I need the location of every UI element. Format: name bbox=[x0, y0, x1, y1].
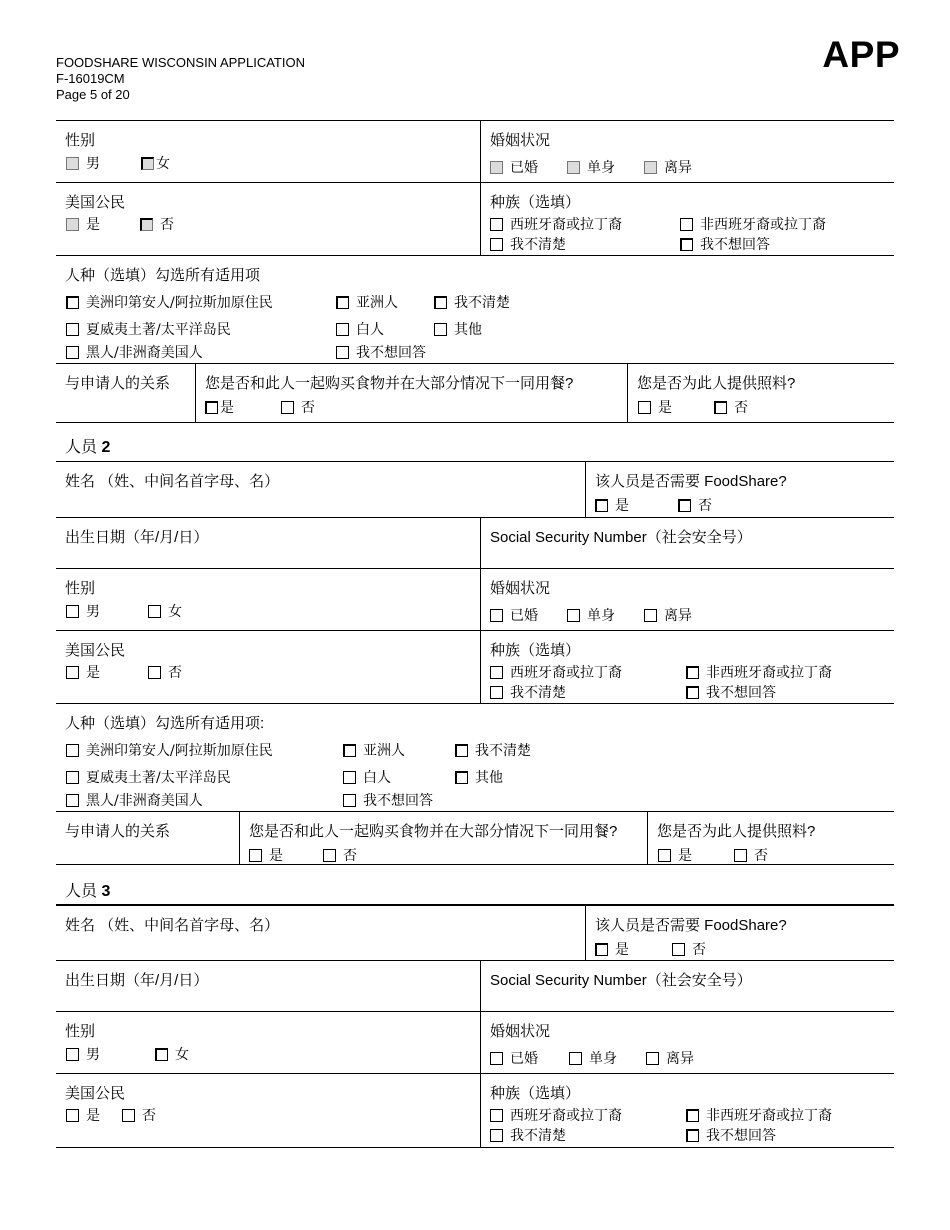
ethnicity-prefer-not-text: 我不想回答 bbox=[700, 237, 770, 253]
race-unsure-option[interactable] bbox=[434, 292, 510, 312]
citizen-ethnicity-row bbox=[56, 1073, 894, 1148]
need-foodshare-label: 该人员是否需要 FoodShare? bbox=[595, 473, 787, 490]
race-other-option[interactable] bbox=[455, 767, 503, 787]
non-hispanic-checkbox[interactable] bbox=[686, 1109, 699, 1122]
name-label: 姓名 （姓、中间名首字母、名） bbox=[65, 917, 280, 934]
citizen-cell bbox=[56, 631, 480, 703]
citizen-yes-text: 是 bbox=[86, 1108, 100, 1124]
hispanic-text: 西班牙裔或拉丁裔 bbox=[510, 217, 622, 233]
race-asian-option[interactable] bbox=[343, 740, 405, 760]
citizen-yes-text: 是 bbox=[86, 217, 100, 233]
single-option[interactable] bbox=[569, 1048, 617, 1068]
need-no-option[interactable] bbox=[678, 495, 712, 515]
care-yes-text: 是 bbox=[658, 400, 672, 416]
race-black-text: 黑人/非洲裔美国人 bbox=[86, 345, 203, 361]
ethnicity-prefer-not-checkbox[interactable] bbox=[686, 686, 699, 699]
buy-food-yes-checkbox[interactable] bbox=[205, 401, 218, 414]
single-checkbox[interactable] bbox=[569, 1052, 582, 1065]
ethnicity-cell bbox=[480, 183, 894, 255]
race-other-text: 其他 bbox=[475, 770, 503, 786]
single-checkbox[interactable] bbox=[567, 609, 580, 622]
race-prefer-not-text: 我不想回答 bbox=[356, 345, 426, 361]
ethnicity-unsure-text: 我不清楚 bbox=[510, 1128, 566, 1144]
care-no-text: 否 bbox=[734, 400, 748, 416]
person-3-title bbox=[65, 878, 110, 901]
race-black-text: 黑人/非洲裔美国人 bbox=[86, 793, 203, 809]
married-checkbox[interactable] bbox=[490, 161, 503, 174]
race-white-checkbox[interactable] bbox=[343, 771, 356, 784]
hispanic-option[interactable] bbox=[490, 1105, 622, 1125]
male-checkbox[interactable] bbox=[66, 605, 79, 618]
buy-food-cell bbox=[195, 364, 627, 422]
non-hispanic-text: 非西班牙裔或拉丁裔 bbox=[706, 1108, 832, 1124]
married-option[interactable] bbox=[490, 157, 538, 177]
married-text: 已婚 bbox=[510, 160, 538, 176]
care-yes-option[interactable] bbox=[658, 845, 692, 865]
divorced-text: 离异 bbox=[664, 608, 692, 624]
citizen-no-option[interactable] bbox=[148, 662, 182, 682]
race-unsure-text: 我不清楚 bbox=[454, 295, 510, 311]
citizen-no-checkbox[interactable] bbox=[122, 1109, 135, 1122]
non-hispanic-text: 非西班牙裔或拉丁裔 bbox=[706, 665, 832, 681]
hispanic-text: 西班牙裔或拉丁裔 bbox=[510, 665, 622, 681]
citizen-yes-option[interactable] bbox=[66, 662, 100, 682]
female-text: 女 bbox=[175, 1047, 189, 1063]
buy-food-no-checkbox[interactable] bbox=[323, 849, 336, 862]
dob-ssn-row bbox=[56, 517, 894, 568]
ethnicity-prefer-not-option[interactable] bbox=[686, 1125, 776, 1145]
ethnicity-unsure-text: 我不清楚 bbox=[510, 685, 566, 701]
name-cell[interactable] bbox=[56, 906, 585, 960]
app-badge: APP bbox=[822, 34, 900, 75]
sex-cell bbox=[56, 569, 480, 630]
buy-food-cell bbox=[239, 812, 647, 864]
name-cell[interactable] bbox=[56, 462, 585, 517]
race-black-checkbox[interactable] bbox=[66, 794, 79, 807]
female-checkbox[interactable] bbox=[141, 157, 154, 170]
dob-label: 出生日期（年/月/日） bbox=[65, 529, 209, 546]
single-option[interactable] bbox=[567, 157, 615, 177]
citizen-yes-option[interactable] bbox=[66, 1105, 100, 1125]
ethnicity-unsure-checkbox[interactable] bbox=[490, 686, 503, 699]
ethnicity-label: 种族（选填） bbox=[490, 1085, 581, 1102]
dob-cell[interactable] bbox=[56, 961, 480, 1011]
relationship-label: 与申请人的关系 bbox=[65, 823, 171, 840]
race-black-checkbox[interactable] bbox=[66, 346, 79, 359]
ssn-label: Social Security Number（社会安全号） bbox=[490, 972, 752, 989]
female-option[interactable] bbox=[141, 153, 170, 173]
need-foodshare-label: 该人员是否需要 FoodShare? bbox=[595, 917, 787, 934]
divorced-text: 离异 bbox=[666, 1051, 694, 1067]
buy-food-no-option[interactable] bbox=[323, 845, 357, 865]
male-checkbox[interactable] bbox=[66, 1048, 79, 1061]
person-3-prefix: 人员 bbox=[65, 883, 102, 900]
need-yes-checkbox[interactable] bbox=[595, 499, 608, 512]
citizen-no-option[interactable] bbox=[122, 1105, 156, 1125]
race-hawaiian-text: 夏威夷土著/太平洋岛民 bbox=[86, 322, 231, 338]
married-option[interactable] bbox=[490, 605, 538, 625]
non-hispanic-text: 非西班牙裔或拉丁裔 bbox=[700, 217, 826, 233]
buy-food-label: 您是否和此人一起购买食物并在大部分情况下一同用餐? bbox=[249, 823, 618, 840]
person-2-number: 2 bbox=[101, 439, 111, 456]
ssn-label: Social Security Number（社会安全号） bbox=[490, 529, 752, 546]
ethnicity-label: 种族（选填） bbox=[490, 194, 581, 211]
need-yes-option[interactable] bbox=[595, 495, 629, 515]
citizen-yes-checkbox[interactable] bbox=[66, 1109, 79, 1122]
single-text: 单身 bbox=[589, 1051, 617, 1067]
hispanic-text: 西班牙裔或拉丁裔 bbox=[510, 1108, 622, 1124]
male-option[interactable] bbox=[66, 153, 100, 173]
divorced-checkbox[interactable] bbox=[644, 161, 657, 174]
citizen-yes-checkbox[interactable] bbox=[66, 666, 79, 679]
race-asian-option[interactable] bbox=[336, 292, 398, 312]
dob-cell[interactable] bbox=[56, 518, 480, 568]
race-other-text: 其他 bbox=[454, 322, 482, 338]
divorced-option[interactable] bbox=[644, 157, 692, 177]
buy-food-no-text: 否 bbox=[301, 400, 315, 416]
provide-care-label: 您是否为此人提供照料? bbox=[637, 375, 796, 392]
sex-label: 性别 bbox=[65, 580, 96, 597]
citizen-yes-checkbox[interactable] bbox=[66, 218, 79, 231]
dob-label: 出生日期（年/月/日） bbox=[65, 972, 209, 989]
care-no-text: 否 bbox=[754, 848, 768, 864]
male-option[interactable] bbox=[66, 1044, 100, 1064]
buy-food-label: 您是否和此人一起购买食物并在大部分情况下一同用餐? bbox=[205, 375, 574, 392]
citizen-label: 美国公民 bbox=[65, 642, 126, 659]
care-yes-option[interactable] bbox=[638, 397, 672, 417]
sex-cell bbox=[56, 121, 480, 182]
race-native-option[interactable] bbox=[66, 292, 273, 312]
married-text: 已婚 bbox=[510, 1051, 538, 1067]
form-header bbox=[56, 55, 305, 103]
form-title: FOODSHARE WISCONSIN APPLICATION bbox=[56, 55, 305, 70]
ethnicity-unsure-checkbox[interactable] bbox=[490, 238, 503, 251]
married-option[interactable] bbox=[490, 1048, 538, 1068]
citizen-no-option[interactable] bbox=[140, 214, 174, 234]
need-yes-option[interactable] bbox=[595, 939, 629, 959]
buy-food-no-checkbox[interactable] bbox=[281, 401, 294, 414]
male-option[interactable] bbox=[66, 601, 100, 621]
race-unsure-text: 我不清楚 bbox=[475, 743, 531, 759]
race-white-text: 白人 bbox=[363, 770, 391, 786]
provide-care-cell bbox=[647, 812, 894, 864]
race-white-text: 白人 bbox=[356, 322, 384, 338]
care-no-checkbox[interactable] bbox=[734, 849, 747, 862]
citizen-no-checkbox[interactable] bbox=[140, 218, 153, 231]
race-prefer-not-text: 我不想回答 bbox=[363, 793, 433, 809]
race-white-checkbox[interactable] bbox=[336, 323, 349, 336]
name-row bbox=[56, 904, 894, 960]
race-white-option[interactable] bbox=[343, 767, 391, 787]
marital-label: 婚姻状况 bbox=[490, 580, 551, 597]
male-text: 男 bbox=[86, 1047, 100, 1063]
need-yes-checkbox[interactable] bbox=[595, 943, 608, 956]
care-no-option[interactable] bbox=[734, 845, 768, 865]
name-label: 姓名 （姓、中间名首字母、名） bbox=[65, 473, 280, 490]
ethnicity-unsure-option[interactable] bbox=[490, 1125, 566, 1145]
relationship-cell bbox=[56, 812, 239, 864]
divorced-option[interactable] bbox=[644, 605, 692, 625]
non-hispanic-checkbox[interactable] bbox=[686, 666, 699, 679]
ssn-cell[interactable] bbox=[480, 961, 894, 1011]
female-option[interactable] bbox=[155, 1044, 189, 1064]
relationship-label: 与申请人的关系 bbox=[65, 375, 171, 392]
single-text: 单身 bbox=[587, 608, 615, 624]
relationship-cell bbox=[56, 364, 195, 422]
single-option[interactable] bbox=[567, 605, 615, 625]
need-no-text: 否 bbox=[698, 498, 712, 514]
citizen-ethnicity-row bbox=[56, 630, 894, 703]
relationship-row bbox=[56, 811, 894, 865]
ethnicity-cell bbox=[480, 631, 894, 703]
buy-food-yes-option[interactable] bbox=[249, 845, 283, 865]
buy-food-no-option[interactable] bbox=[281, 397, 315, 417]
married-checkbox[interactable] bbox=[490, 609, 503, 622]
race-native-text: 美洲印第安人/阿拉斯加原住民 bbox=[86, 295, 273, 311]
married-text: 已婚 bbox=[510, 608, 538, 624]
race-native-checkbox[interactable] bbox=[66, 296, 79, 309]
ethnicity-prefer-not-text: 我不想回答 bbox=[706, 685, 776, 701]
female-checkbox[interactable] bbox=[155, 1048, 168, 1061]
care-yes-checkbox[interactable] bbox=[658, 849, 671, 862]
buy-food-yes-text: 是 bbox=[220, 400, 234, 416]
race-other-checkbox[interactable] bbox=[434, 323, 447, 336]
race-hawaiian-checkbox[interactable] bbox=[66, 771, 79, 784]
provide-care-cell bbox=[627, 364, 894, 422]
sex-marital-row bbox=[56, 568, 894, 630]
need-yes-text: 是 bbox=[615, 498, 629, 514]
race-other-option[interactable] bbox=[434, 319, 482, 339]
need-no-text: 否 bbox=[692, 942, 706, 958]
citizen-yes-option[interactable] bbox=[66, 214, 100, 234]
race-asian-text: 亚洲人 bbox=[363, 743, 405, 759]
need-no-checkbox[interactable] bbox=[678, 499, 691, 512]
ethnicity-cell bbox=[480, 1074, 894, 1147]
person-3-number: 3 bbox=[101, 883, 111, 900]
single-checkbox[interactable] bbox=[567, 161, 580, 174]
race-unsure-option[interactable] bbox=[455, 740, 531, 760]
non-hispanic-option[interactable] bbox=[686, 1105, 832, 1125]
citizen-label: 美国公民 bbox=[65, 194, 126, 211]
race-native-text: 美洲印第安人/阿拉斯加原住民 bbox=[86, 743, 273, 759]
non-hispanic-option[interactable] bbox=[686, 662, 832, 682]
ssn-cell[interactable] bbox=[480, 518, 894, 568]
male-text: 男 bbox=[86, 156, 100, 172]
male-text: 男 bbox=[86, 604, 100, 620]
hispanic-checkbox[interactable] bbox=[490, 1109, 503, 1122]
race-black-option[interactable] bbox=[66, 342, 203, 362]
race-native-option[interactable] bbox=[66, 740, 273, 760]
person-2-prefix: 人员 bbox=[65, 439, 102, 456]
citizen-label: 美国公民 bbox=[65, 1085, 126, 1102]
citizen-cell bbox=[56, 183, 480, 255]
married-checkbox[interactable] bbox=[490, 1052, 503, 1065]
relationship-row bbox=[56, 363, 894, 423]
marital-cell bbox=[480, 121, 894, 182]
sex-label: 性别 bbox=[65, 132, 96, 149]
dob-ssn-row bbox=[56, 960, 894, 1011]
hispanic-option[interactable] bbox=[490, 214, 622, 234]
person-2-title bbox=[65, 434, 110, 457]
non-hispanic-checkbox[interactable] bbox=[680, 218, 693, 231]
race-other-checkbox[interactable] bbox=[455, 771, 468, 784]
ethnicity-prefer-not-option[interactable] bbox=[686, 682, 776, 702]
female-checkbox[interactable] bbox=[148, 605, 161, 618]
buy-food-yes-text: 是 bbox=[269, 848, 283, 864]
ethnicity-unsure-checkbox[interactable] bbox=[490, 1129, 503, 1142]
race-prefer-not-option[interactable] bbox=[336, 342, 426, 362]
race-hawaiian-checkbox[interactable] bbox=[66, 323, 79, 336]
care-yes-text: 是 bbox=[678, 848, 692, 864]
hispanic-checkbox[interactable] bbox=[490, 666, 503, 679]
race-hawaiian-option[interactable] bbox=[66, 767, 231, 787]
marital-cell bbox=[480, 569, 894, 630]
care-no-checkbox[interactable] bbox=[714, 401, 727, 414]
buy-food-yes-checkbox[interactable] bbox=[249, 849, 262, 862]
citizen-ethnicity-row bbox=[56, 182, 894, 255]
race-black-option[interactable] bbox=[66, 790, 203, 810]
provide-care-label: 您是否为此人提供照料? bbox=[657, 823, 816, 840]
need-no-checkbox[interactable] bbox=[672, 943, 685, 956]
race-hawaiian-text: 夏威夷土著/太平洋岛民 bbox=[86, 770, 231, 786]
form-number: F-16019CM bbox=[56, 71, 125, 86]
need-foodshare-cell bbox=[585, 462, 894, 517]
race-asian-checkbox[interactable] bbox=[343, 744, 356, 757]
male-checkbox[interactable] bbox=[66, 157, 79, 170]
citizen-no-text: 否 bbox=[168, 665, 182, 681]
race-label: 人种（选填）勾选所有适用项: bbox=[65, 715, 265, 732]
race-prefer-not-option[interactable] bbox=[343, 790, 433, 810]
citizen-no-text: 否 bbox=[142, 1108, 156, 1124]
hispanic-option[interactable] bbox=[490, 662, 622, 682]
race-asian-checkbox[interactable] bbox=[336, 296, 349, 309]
ethnicity-prefer-not-text: 我不想回答 bbox=[706, 1128, 776, 1144]
single-text: 单身 bbox=[587, 160, 615, 176]
race-asian-text: 亚洲人 bbox=[356, 295, 398, 311]
buy-food-no-text: 否 bbox=[343, 848, 357, 864]
marital-label: 婚姻状况 bbox=[490, 132, 551, 149]
marital-cell bbox=[480, 1012, 894, 1073]
race-row bbox=[56, 255, 894, 363]
divorced-text: 离异 bbox=[664, 160, 692, 176]
divorced-checkbox[interactable] bbox=[646, 1052, 659, 1065]
need-foodshare-cell bbox=[585, 906, 894, 960]
race-prefer-not-checkbox[interactable] bbox=[336, 346, 349, 359]
marital-label: 婚姻状况 bbox=[490, 1023, 551, 1040]
race-white-option[interactable] bbox=[336, 319, 384, 339]
ethnicity-unsure-option[interactable] bbox=[490, 234, 566, 254]
female-text: 女 bbox=[168, 604, 182, 620]
ethnicity-prefer-not-option[interactable] bbox=[680, 234, 770, 254]
sex-cell bbox=[56, 1012, 480, 1073]
female-option[interactable] bbox=[148, 601, 182, 621]
citizen-cell bbox=[56, 1074, 480, 1147]
care-yes-checkbox[interactable] bbox=[638, 401, 651, 414]
sex-marital-row bbox=[56, 1011, 894, 1073]
race-unsure-checkbox[interactable] bbox=[455, 744, 468, 757]
citizen-no-text: 否 bbox=[160, 217, 174, 233]
race-hawaiian-option[interactable] bbox=[66, 319, 231, 339]
divorced-checkbox[interactable] bbox=[644, 609, 657, 622]
race-prefer-not-checkbox[interactable] bbox=[343, 794, 356, 807]
hispanic-checkbox[interactable] bbox=[490, 218, 503, 231]
ethnicity-label: 种族（选填） bbox=[490, 642, 581, 659]
citizen-yes-text: 是 bbox=[86, 665, 100, 681]
race-row bbox=[56, 703, 894, 811]
need-no-option[interactable] bbox=[672, 939, 706, 959]
name-row bbox=[56, 461, 894, 517]
ethnicity-prefer-not-checkbox[interactable] bbox=[686, 1129, 699, 1142]
page-number: Page 5 of 20 bbox=[56, 87, 130, 102]
female-text: 女 bbox=[156, 156, 170, 172]
sex-marital-row bbox=[56, 120, 894, 182]
sex-label: 性别 bbox=[65, 1023, 96, 1040]
divorced-option[interactable] bbox=[646, 1048, 694, 1068]
ethnicity-unsure-text: 我不清楚 bbox=[510, 237, 566, 253]
ethnicity-prefer-not-checkbox[interactable] bbox=[680, 238, 693, 251]
care-no-option[interactable] bbox=[714, 397, 748, 417]
ethnicity-unsure-option[interactable] bbox=[490, 682, 566, 702]
race-label: 人种（选填）勾选所有适用项 bbox=[65, 267, 261, 284]
citizen-no-checkbox[interactable] bbox=[148, 666, 161, 679]
need-yes-text: 是 bbox=[615, 942, 629, 958]
race-unsure-checkbox[interactable] bbox=[434, 296, 447, 309]
race-native-checkbox[interactable] bbox=[66, 744, 79, 757]
non-hispanic-option[interactable] bbox=[680, 214, 826, 234]
buy-food-yes-option[interactable] bbox=[205, 397, 234, 417]
